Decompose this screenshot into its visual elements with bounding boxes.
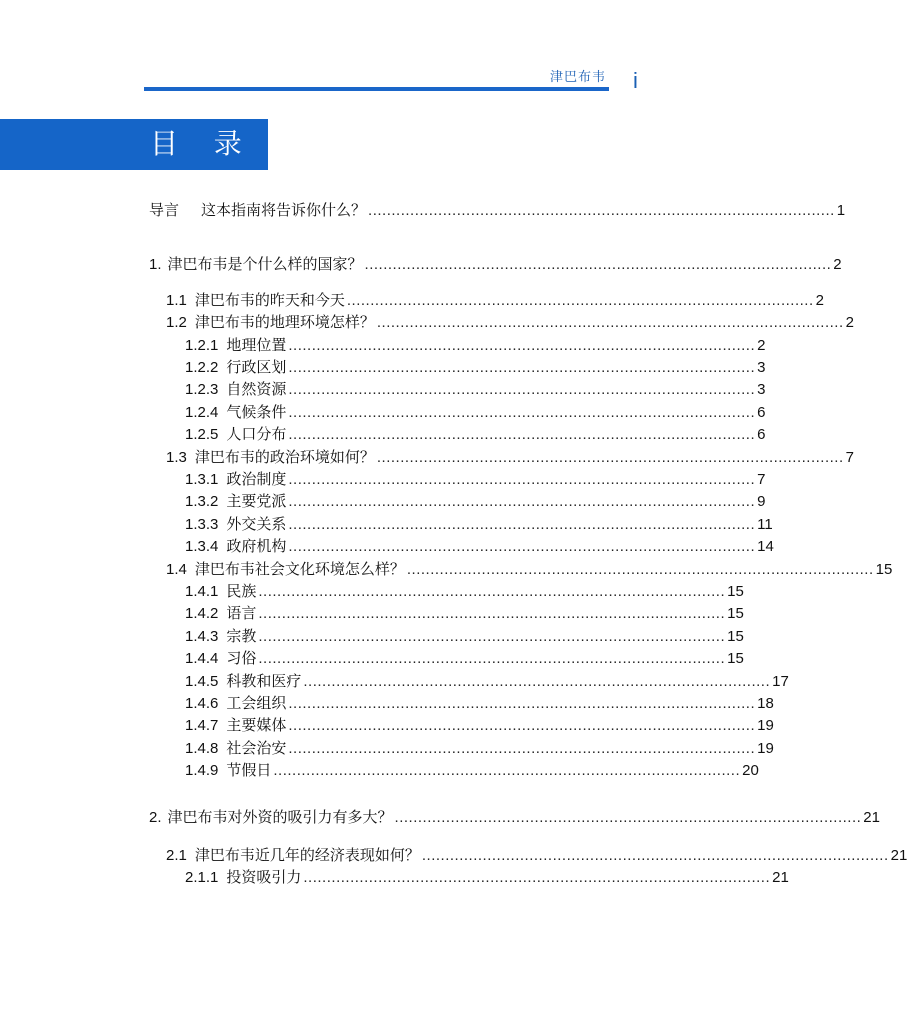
toc-entry-title: 宗教	[226, 628, 257, 645]
toc-entry[interactable]	[185, 627, 744, 647]
toc-entry[interactable]	[185, 492, 766, 512]
toc-entry-number: 1.4.7	[185, 717, 219, 734]
toc-entry-page: 2	[815, 292, 824, 309]
toc-entry-title: 投资吸引力	[226, 869, 302, 886]
dot-leader: ....................................................................................................	[288, 471, 756, 488]
dot-leader: ....................................................................................................	[288, 381, 756, 398]
toc-entry-title: 津巴布韦的昨天和今天	[194, 292, 345, 309]
toc-entry-page: 3	[757, 381, 766, 398]
toc-entry-page: 7	[757, 471, 766, 488]
toc-entry[interactable]	[185, 403, 766, 423]
toc-entry-title: 主要媒体	[226, 717, 287, 734]
toc-entry-number: 1.4.4	[185, 650, 219, 667]
toc-entry-title: 习俗	[226, 650, 257, 667]
toc-entry-number: 1.3.3	[185, 516, 219, 533]
toc-entry-number: 1.2.4	[185, 404, 219, 421]
dot-leader: ....................................................................................................	[376, 314, 844, 331]
toc-entry-page: 19	[757, 740, 774, 757]
dot-leader: ....................................................................................................	[346, 292, 814, 309]
dot-leader: ....................................................................................................	[288, 404, 756, 421]
dot-leader: ....................................................................................................	[406, 561, 874, 578]
dot-leader: ....................................................................................................	[273, 762, 741, 779]
dot-leader: ....................................................................................................	[394, 809, 862, 826]
toc-entry-title: 人口分布	[226, 426, 287, 443]
dot-leader: ....................................................................................................	[288, 337, 756, 354]
toc-entry-number: 1.2.5	[185, 426, 219, 443]
dot-leader: ....................................................................................................	[288, 538, 756, 555]
toc-entry-number: 1.2.2	[185, 359, 219, 376]
toc-entry[interactable]	[185, 515, 773, 535]
toc-entry-page: 2	[845, 314, 854, 331]
toc-entry-number: 1.3.2	[185, 493, 219, 510]
toc-entry-title: 津巴布韦的政治环境如何？	[194, 449, 375, 466]
toc-entry[interactable]	[185, 358, 766, 378]
toc-entry-number: 1.4.3	[185, 628, 219, 645]
dot-leader: ....................................................................................................	[288, 717, 756, 734]
running-head	[0, 0, 722, 100]
toc-entry-number: 2.1	[166, 847, 187, 864]
toc-heading: 目 录	[150, 128, 256, 159]
toc-entry-title: 行政区划	[226, 359, 287, 376]
dot-leader: ....................................................................................................	[376, 449, 844, 466]
toc-entry-page: 11	[757, 516, 773, 533]
dot-leader: ....................................................................................................	[288, 695, 756, 712]
toc-entry-title: 外交关系	[226, 516, 287, 533]
toc-entry[interactable]	[166, 291, 824, 311]
toc-entry-number: 导言	[149, 202, 180, 219]
dot-leader: ....................................................................................................	[288, 426, 756, 443]
toc-entry-title: 科教和医疗	[226, 673, 302, 690]
toc-entry-title: 语言	[226, 605, 257, 622]
toc-entry-number: 1.2.1	[185, 337, 219, 354]
page-number: i	[633, 68, 638, 93]
toc-entry-title: 津巴布韦对外资的吸引力有多大？	[167, 809, 393, 826]
toc-entry-title: 民族	[226, 583, 257, 600]
toc-entry-title: 津巴布韦社会文化环境怎么样？	[194, 561, 405, 578]
toc-entry[interactable]	[166, 846, 907, 866]
toc-entry[interactable]	[185, 425, 766, 445]
toc-entry-page: 21	[772, 869, 789, 886]
toc-entry[interactable]	[166, 313, 854, 333]
toc-entry[interactable]	[185, 380, 766, 400]
toc-entry-number: 1.4.9	[185, 762, 219, 779]
toc-entry-title: 津巴布韦是个什么样的国家？	[167, 256, 363, 273]
toc-entry[interactable]	[185, 761, 759, 781]
toc-entry-number: 1.3	[166, 449, 187, 466]
toc-entry-title: 政治制度	[226, 471, 287, 488]
toc-entry-page: 2	[833, 256, 842, 273]
toc-entry-page: 15	[727, 650, 744, 667]
toc-entry-title: 津巴布韦的地理环境怎样？	[194, 314, 375, 331]
toc-entry-page: 15	[727, 583, 744, 600]
toc-entry-page: 7	[845, 449, 854, 466]
toc-entry-page: 17	[772, 673, 789, 690]
toc-entry-page: 6	[757, 404, 766, 421]
toc-entry-title: 政府机构	[226, 538, 287, 555]
toc-entry-title: 自然资源	[226, 381, 287, 398]
toc-entry-number: 1.3.1	[185, 471, 219, 488]
toc-entry[interactable]	[185, 336, 766, 356]
toc-entry-number: 1.4.8	[185, 740, 219, 757]
toc-entry-number: 1.3.4	[185, 538, 219, 555]
toc-entry-page: 6	[757, 426, 766, 443]
toc-entry[interactable]	[149, 808, 880, 828]
toc-entry-number: 1.4.2	[185, 605, 219, 622]
toc-entry-page: 21	[863, 809, 880, 826]
toc-entry-title: 工会组织	[226, 695, 287, 712]
toc-entry[interactable]	[166, 560, 893, 580]
toc-entry-number: 2.1.1	[185, 869, 219, 886]
dot-leader: ....................................................................................................	[288, 516, 756, 533]
dot-leader: ....................................................................................................	[258, 650, 726, 667]
toc-entry-page: 3	[757, 359, 766, 376]
toc-entry-page: 14	[757, 538, 774, 555]
dot-leader: ....................................................................................................	[288, 493, 756, 510]
toc-entry-number: 1.1	[166, 292, 187, 309]
toc-entry[interactable]	[185, 716, 774, 736]
dot-leader: ....................................................................................................	[288, 359, 756, 376]
toc-entry-title: 主要党派	[226, 493, 287, 510]
toc-entry-number: 1.4.6	[185, 695, 219, 712]
toc-entry-page: 20	[742, 762, 759, 779]
toc-entry-number: 1.2	[166, 314, 187, 331]
toc-entry-number: 1.	[149, 256, 162, 273]
toc-entry-title: 节假日	[226, 762, 272, 779]
toc-entry-page: 15	[727, 605, 744, 622]
toc-entry[interactable]	[185, 694, 774, 714]
toc-entry-title: 地理位置	[226, 337, 287, 354]
dot-leader: ....................................................................................................	[364, 256, 832, 273]
dot-leader: ....................................................................................................	[258, 583, 726, 600]
toc-entry[interactable]	[185, 868, 789, 888]
dot-leader: ....................................................................................................	[303, 673, 771, 690]
toc-entry-title: 这本指南将告诉你什么？	[201, 202, 367, 219]
toc-entry-number: 1.2.3	[185, 381, 219, 398]
toc-entry[interactable]	[185, 537, 774, 557]
toc-entry[interactable]	[149, 201, 846, 221]
toc-entry[interactable]	[185, 649, 744, 669]
toc-entry-page: 21	[890, 847, 907, 864]
toc-entry[interactable]	[185, 470, 766, 490]
toc-entry[interactable]	[149, 255, 842, 275]
toc-entry-page: 15	[727, 628, 744, 645]
toc-entry-page: 1	[836, 202, 846, 219]
running-head-title: 津巴布韦	[549, 69, 606, 84]
toc-entry-page: 19	[757, 717, 774, 734]
toc-entry-number: 2.	[149, 809, 162, 826]
dot-leader: ....................................................................................................	[288, 740, 756, 757]
toc-entry-page: 9	[757, 493, 766, 510]
toc-entry-number: 1.4.1	[185, 583, 219, 600]
toc-entry[interactable]	[166, 448, 854, 468]
toc-entry[interactable]	[185, 672, 789, 692]
dot-leader: ....................................................................................................	[303, 869, 771, 886]
toc-entry[interactable]	[185, 739, 774, 759]
dot-leader: ....................................................................................................	[258, 605, 726, 622]
dot-leader: ....................................................................................................	[258, 628, 726, 645]
header-rule	[144, 87, 609, 91]
toc-entry[interactable]	[185, 582, 744, 602]
toc-entry-title: 津巴布韦近几年的经济表现如何？	[194, 847, 420, 864]
toc-entry-page: 15	[875, 561, 893, 578]
toc-entry-page: 2	[757, 337, 766, 354]
toc-entry-number: 1.4	[166, 561, 187, 578]
toc-entry-title: 气候条件	[226, 404, 287, 421]
toc-entry-number: 1.4.5	[185, 673, 219, 690]
toc-entry-page: 18	[757, 695, 774, 712]
toc-entry[interactable]	[185, 604, 744, 624]
toc-entry-title: 社会治安	[226, 740, 287, 757]
dot-leader: ....................................................................................................	[421, 847, 889, 864]
dot-leader: ....................................................................................................	[368, 202, 835, 219]
